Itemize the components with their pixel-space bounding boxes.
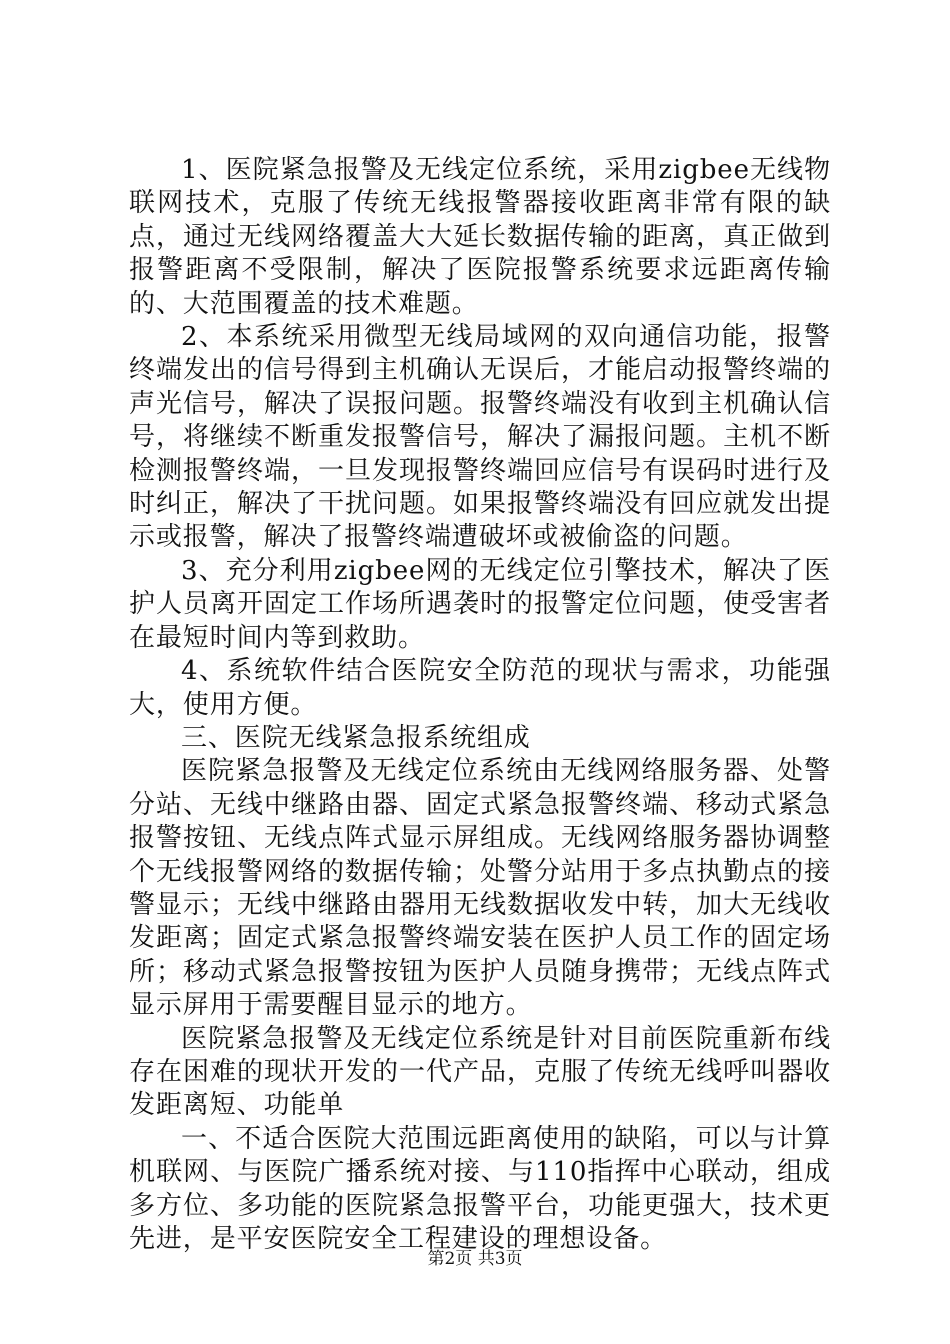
paragraph-features: 一、不适合医院大范围远距离使用的缺陷，可以与计算机联网、与医院广播系统对接、与110指挥中心联动，组成多方位、多功能的医院紧急报警平台，功能更强大，技术更先进，是平安医院安全工程建设的理想设备。	[129, 1123, 831, 1254]
paragraph-2: 2、本系统采用微型无线局域网的双向通信功能，报警终端发出的信号得到主机确认无误后，才能启动报警终端的声光信号，解决了误报问题。报警终端没有收到主机确认信号，将继续不断重发报警信号，解决了漏报问题。主机不断检测报警终端，一旦发现报警终端回应信号有误码时进行及时纠正，解决了干扰问题。如果报警终端没有回应就发出提示或报警，解决了报警终端遭破坏或被偷盗的问题。	[129, 322, 831, 553]
paragraph-system-composition: 医院紧急报警及无线定位系统由无线网络服务器、处警分站、无线中继路由器、固定式紧急报警终端、移动式紧急报警按钮、无线点阵式显示屏组成。无线网络服务器协调整个无线报警网络的数据传输；处警分站用于多点执勤点的接警显示；无线中继路由器用无线数据收发中转，加大无线收发距离；固定式紧急报警终端安装在医护人员工作的固定场所；移动式紧急报警按钮为医护人员随身携带；无线点阵式显示屏用于需要醒目显示的地方。	[129, 756, 831, 1021]
document-body	[129, 154, 831, 1256]
paragraph-3: 3、充分利用zigbee网的无线定位引擎技术，解决了医护人员离开固定工作场所遇袭时的报警定位问题，使受害者在最短时间内等到救助。	[129, 555, 831, 653]
paragraph-product-intro: 医院紧急报警及无线定位系统是针对目前医院重新布线存在困难的现状开发的一代产品，克服了传统无线呼叫器收发距离短、功能单	[129, 1023, 831, 1121]
page-footer: 第2页 共3页	[427, 1249, 523, 1269]
section-heading: 三、医院无线紧急报系统组成	[181, 722, 531, 753]
paragraph-1: 1、医院紧急报警及无线定位系统，采用zigbee无线物联网技术，克服了传统无线报警器接收距离非常有限的缺点，通过无线网络覆盖大大延长数据传输的距离，真正做到报警距离不受限制，解决了医院报警系统要求远距离传输的、大范围覆盖的技术难题。	[129, 155, 831, 319]
paragraph-4: 4、系统软件结合医院安全防范的现状与需求，功能强大，使用方便。	[129, 656, 831, 720]
